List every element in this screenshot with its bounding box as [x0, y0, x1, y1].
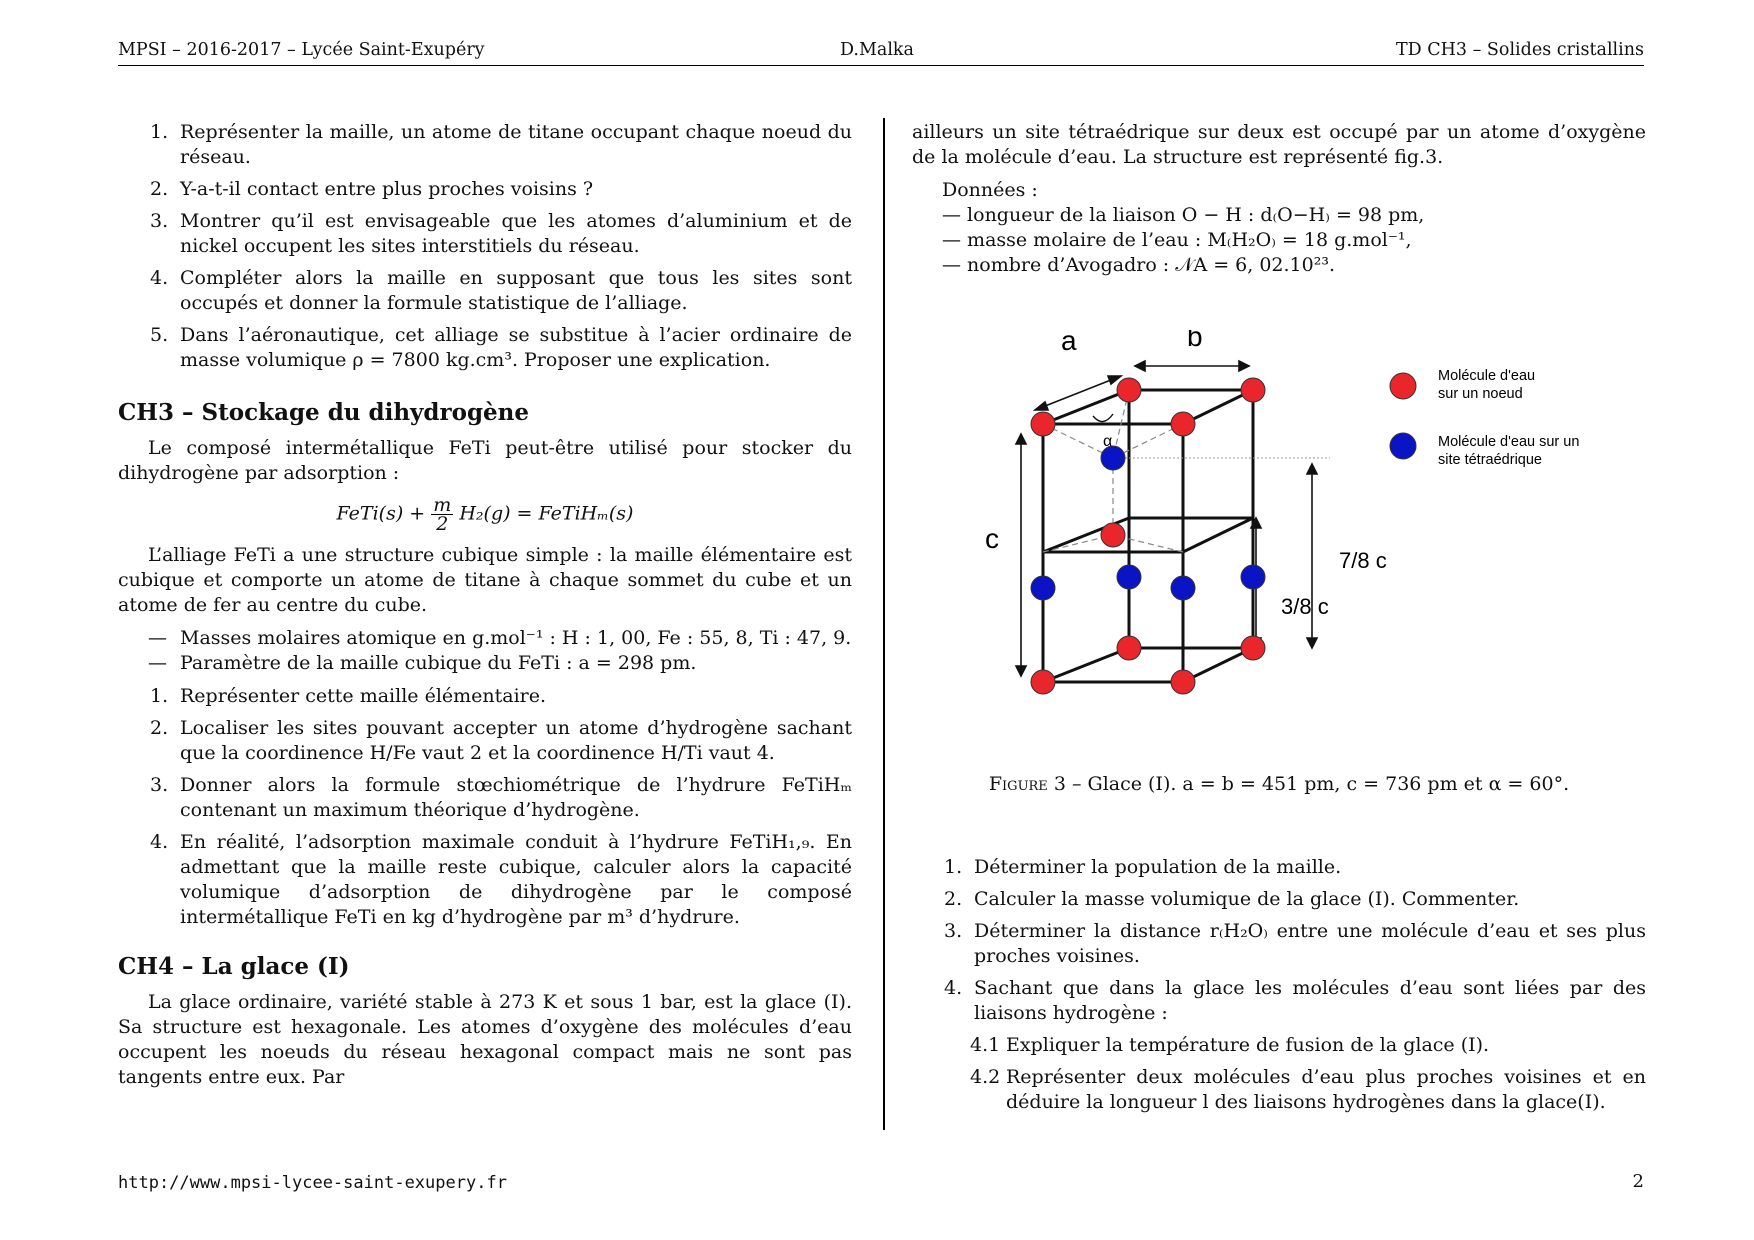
- node-molecule: [1101, 523, 1125, 547]
- footer-url[interactable]: http://www.mpsi-lycee-saint-exupery.fr: [118, 1173, 507, 1193]
- section-title-ch3: CH3 – Stockage du dihydrogène: [118, 399, 530, 426]
- ch3-questions: [118, 684, 852, 930]
- previous-exercise-questions: [118, 120, 852, 373]
- hexagonal-cell-diagram: [985, 330, 1605, 710]
- node-molecule: [1031, 412, 1055, 436]
- header-center: D.Malka: [840, 40, 914, 60]
- data-item: — longueur de la liaison O − H : d₍O−H₎ = 98 pm,: [942, 204, 1425, 226]
- node-molecule: [1117, 378, 1141, 402]
- data-list: [912, 203, 1646, 278]
- list-item: 1. Représenter la maille, un atome de titane occupant chaque noeud du réseau.: [150, 121, 852, 168]
- right-column: [912, 120, 1646, 278]
- node-molecule: [1031, 670, 1055, 694]
- figure-caption: Figure 3 – Glace (I). a = b = 451 pm, c = 736 pm et α = 60°.: [988, 773, 1570, 795]
- tetrahedral-molecule: [1031, 576, 1055, 600]
- alpha-arc: [1093, 414, 1113, 422]
- label-3-8-c: 3/8 c: [1281, 594, 1329, 619]
- tetrahedral-molecules: [1031, 446, 1265, 600]
- label-7-8-c: 7/8 c: [1339, 548, 1387, 573]
- column-divider: [883, 118, 885, 1130]
- list-item: 4. En réalité, l’adsorption maximale conduit à l’hydrure FeTiH₁,₉. En admettant que la maille reste cubique, calculer alors la capacité volumique d’adsorption de dihydrogène par le composé intermétallique FeTi en kg d’hydrogène par m³ d’hydrure.: [150, 831, 852, 928]
- list-item: 2. Calculer la masse volumique de la glace (I). Commenter.: [944, 888, 1520, 910]
- header-right: TD CH3 – Solides cristallins: [1396, 40, 1644, 60]
- list-item: 4.2 Représenter deux molécules d’eau plus proches voisines et en déduire la longueur l des liaisons hydrogènes dans la glace(I).: [970, 1066, 1646, 1113]
- legend-tetra-line1: Molécule d'eau sur un: [1438, 434, 1580, 450]
- node-molecule: [1117, 636, 1141, 660]
- node-molecule: [1171, 670, 1195, 694]
- tetrahedral-molecule: [1117, 565, 1141, 589]
- left-column: [118, 120, 852, 1090]
- data-item: — Masses molaires atomique en g.mol⁻¹ : H : 1, 00, Fe : 55, 8, Ti : 47, 9.: [148, 627, 852, 649]
- equation-fraction: $\frac{m}{2}$: [433, 494, 452, 535]
- tetrahedral-molecule: [1171, 576, 1195, 600]
- list-item: 1. Représenter cette maille élémentaire.: [150, 685, 547, 707]
- ice-questions-block: [912, 855, 1646, 1122]
- list-item: 4. Compléter alors la maille en supposant que tous les sites sont occupés et donner la formule statistique de l’alliage.: [150, 267, 852, 314]
- node-molecule: [1241, 378, 1265, 402]
- list-item: 3. Montrer qu’il est envisageable que les atomes d’aluminium et de nickel occupent les sites interstitiels du réseau.: [150, 210, 852, 257]
- ch3-data-list: [118, 626, 852, 676]
- data-title: Données :: [942, 179, 1038, 201]
- ice-structure-figure: [985, 330, 1605, 715]
- list-item: 4.1 Expliquer la température de fusion de la glace (I).: [970, 1034, 1490, 1056]
- list-item: 5. Dans l’aéronautique, cet alliage se substitue à l’acier ordinaire de masse volumique ρ = 7800 kg.cm³. Proposer une explication.: [150, 324, 852, 371]
- cell-edges: [1043, 390, 1253, 682]
- list-item: 2. Y-a-t-il contact entre plus proches voisins ?: [150, 178, 594, 200]
- node-molecule: [1241, 636, 1265, 660]
- ch4-subquestions: [912, 1033, 1646, 1115]
- ch3-paragraph: L’alliage FeTi a une structure cubique simple : la maille élémentaire est cubique et comporte un atome de titane à chaque sommet du cube et un atome de fer au centre du cube.: [118, 544, 852, 616]
- legend-node-line2: sur un noeud: [1438, 386, 1523, 402]
- header-left: MPSI – 2016-2017 – Lycée Saint-Exupéry: [118, 40, 485, 60]
- section-title-ch4: CH4 – La glace (I): [118, 953, 350, 980]
- data-item: — nombre d’Avogadro : 𝒩A = 6, 02.10²³.: [942, 254, 1336, 276]
- tetrahedral-molecule: [1241, 565, 1265, 589]
- list-item: 3. Donner alors la formule stœchiométrique de l’hydrure FeTiHₘ contenant un maximum théorique d’hydrogène.: [150, 774, 852, 821]
- ch3-intro: Le composé intermétallique FeTi peut-être utilisé pour stocker du dihydrogène par adsorption :: [118, 437, 852, 484]
- ch3-equation: FeTi(s) + $\frac{m}{2}$ H₂(g) = FeTiHₘ(s): [336, 494, 634, 535]
- node-molecule: [1171, 412, 1195, 436]
- label-alpha: α: [1103, 433, 1113, 450]
- data-item: — Paramètre de la maille cubique du FeTi : a = 298 pm.: [148, 652, 697, 674]
- legend-tetra-line2: site tétraédrique: [1438, 452, 1542, 468]
- list-item: 3. Déterminer la distance r₍H₂O₎ entre une molécule d’eau et ses plus proches voisines.: [944, 920, 1646, 967]
- list-item: 2. Localiser les sites pouvant accepter un atome d’hydrogène sachant que la coordinence H/Fe vaut 2 et la coordinence H/Ti vaut 4.: [150, 717, 852, 764]
- legend-node-line1: Molécule d'eau: [1438, 368, 1536, 384]
- ch4-paragraph: La glace ordinaire, variété stable à 273 K et sous 1 bar, est la glace (I). Sa structure est hexagonale. Les atomes d’oxygène des molécules d’eau occupent les noeuds du réseau hexagonal compact mais ne sont pas tangents entre eux. Par: [118, 991, 852, 1088]
- list-item: 4. Sachant que dans la glace les molécules d’eau sont liées par des liaisons hydrogène :: [944, 977, 1646, 1024]
- label-a: a: [1061, 330, 1077, 356]
- ch4-continuation: ailleurs un site tétraédrique sur deux est occupé par un atome d’oxygène de la molécule d’eau. La structure est représenté fig.3.: [912, 121, 1646, 168]
- data-item: — masse molaire de l’eau : M₍H₂O₎ = 18 g.mol⁻¹,: [942, 229, 1412, 251]
- legend-node-swatch: [1390, 373, 1416, 399]
- legend-tetra-swatch: [1390, 433, 1416, 459]
- ch4-questions: [912, 855, 1646, 1026]
- header-rule: [118, 65, 1644, 66]
- label-c: c: [985, 523, 999, 554]
- list-item: 1. Déterminer la population de la maille.: [944, 856, 1342, 878]
- page-number: 2: [1632, 1171, 1644, 1192]
- label-b: b: [1187, 330, 1203, 352]
